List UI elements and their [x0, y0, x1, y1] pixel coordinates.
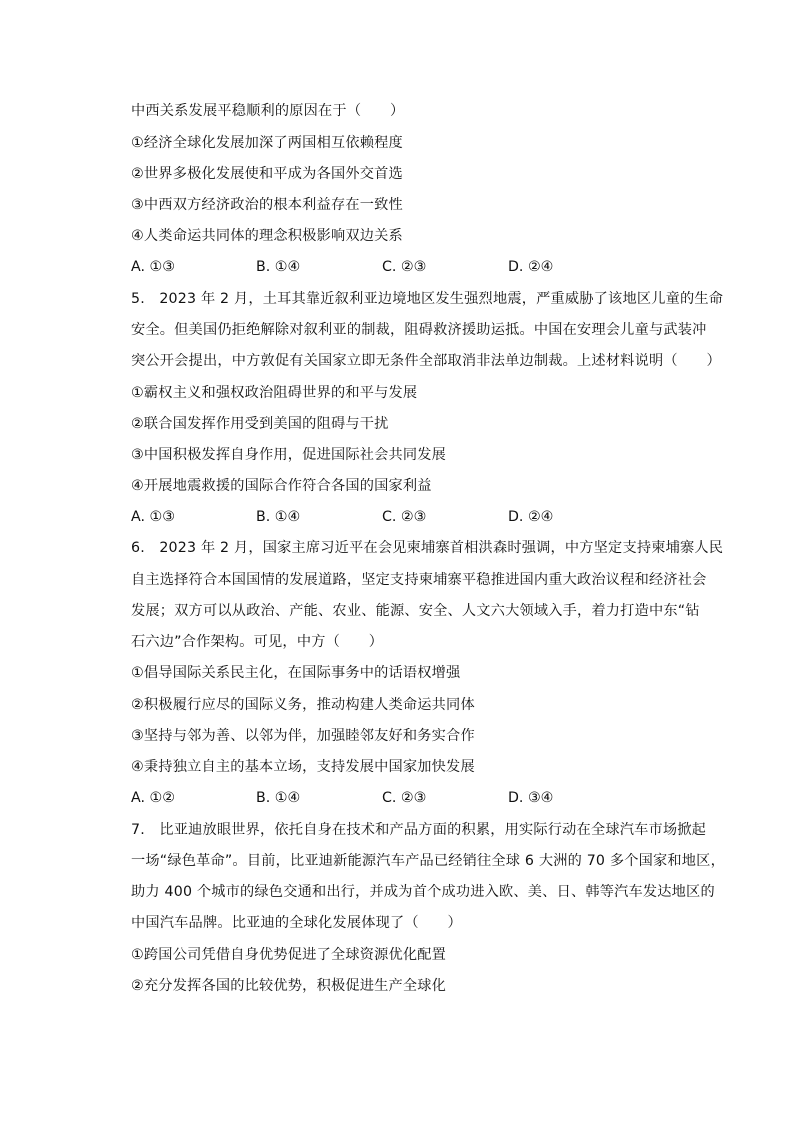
q7-item-2: ②充分发挥各国的比较优势，积极促进生产全球化: [131, 978, 447, 994]
q6-stem-line-4: 石六边”合作架构。可见，中方（ ）: [131, 634, 384, 650]
q7-stem-line-2: 一场“绿色革命”。目前，比亚迪新能源汽车产品已经销往全球 6 大洲的 70 多个国家和地区，: [131, 853, 725, 869]
q4-item-1: ①经济全球化发展加深了两国相互依赖程度: [131, 135, 403, 151]
q5-option-a: A. ①③: [131, 509, 175, 525]
q5-options: [131, 507, 691, 527]
q5-option-c: C. ②③: [382, 509, 427, 525]
q5-item-1: ①霸权主义和强权政治阻碍世界的和平与发展: [131, 385, 418, 401]
q6-option-c: C. ②③: [382, 790, 427, 806]
q6-item-1: ①倡导国际关系民主化，在国际事务中的话语权增强: [131, 665, 461, 681]
q4-option-c: C. ②③: [382, 259, 427, 275]
q4-item-2: ②世界多极化发展使和平成为各国外交首选: [131, 166, 403, 182]
q7-item-1: ①跨国公司凭借自身优势促进了全球资源优化配置: [131, 947, 447, 963]
q4-option-a: A. ①③: [131, 259, 175, 275]
q4-option-b: B. ①④: [256, 259, 301, 275]
q5-item-2: ②联合国发挥作用受到美国的阻碍与干扰: [131, 416, 389, 432]
q6-option-b: B. ①④: [256, 790, 301, 806]
q5-stem-line-2: 安全。但美国仍拒绝解除对叙利亚的制裁，阻碍救济援助运抵。中国在安理会儿童与武装冲: [131, 322, 707, 338]
q7-stem-line-4: 中国汽车品牌。比亚迪的全球化发展体现了（ ）: [131, 915, 462, 931]
q6-item-2: ②积极履行应尽的国际义务，推动构建人类命运共同体: [131, 697, 475, 713]
q6-stem-line-1: 6. 2023 年 2 月，国家主席习近平在会见柬埔寨首相洪森时强调，中方坚定支持柬埔寨人民: [131, 540, 724, 556]
q5-item-3: ③中国积极发挥自身作用，促进国际社会共同发展: [131, 447, 447, 463]
q6-options: [131, 788, 691, 808]
q5-item-4: ④开展地震救援的国际合作符合各国的国家利益: [131, 478, 432, 494]
q5-option-d: D. ②④: [508, 509, 554, 525]
q4-item-4: ④人类命运共同体的理念积极影响双边关系: [131, 228, 403, 244]
q7-stem-line-3: 助力 400 个城市的绿色交通和出行，并成为首个成功进入欧、美、日、韩等汽车发达地区的: [131, 884, 715, 900]
q6-item-4: ④秉持独立自主的基本立场，支持发展中国家加快发展: [131, 759, 475, 775]
q4-stem: 中西关系发展平稳顺利的原因在于（ ）: [131, 103, 405, 119]
q6-stem-line-2: 自主选择符合本国国情的发展道路，坚定支持柬埔寨平稳推进国内重大政治议程和经济社会: [131, 572, 707, 588]
q6-option-d: D. ③④: [508, 790, 554, 806]
q4-item-3: ③中西双方经济政治的根本利益存在一致性: [131, 197, 403, 213]
q4-option-d: D. ②④: [508, 259, 554, 275]
q4-options: [131, 257, 691, 277]
q6-stem-line-3: 发展；双方可以从政治、产能、农业、能源、安全、人文六大领域入手，着力打造中东“钻: [131, 603, 700, 619]
q5-stem-line-1: 5. 2023 年 2 月，土耳其靠近叙利亚边境地区发生强烈地震，严重威胁了该地区儿童的生命: [131, 291, 724, 307]
q5-stem-line-3: 突公开会提出，中方敦促有关国家立即无条件全部取消非法单边制裁。上述材料说明（ ）: [131, 353, 721, 369]
q7-stem-line-1: 7. 比亚迪放眼世界，依托自身在技术和产品方面的积累，用实际行动在全球汽车市场掀起: [131, 822, 707, 838]
q6-option-a: A. ①②: [131, 790, 175, 806]
q5-option-b: B. ①④: [256, 509, 301, 525]
q6-item-3: ③坚持与邻为善、以邻为伴，加强睦邻友好和务实合作: [131, 728, 475, 744]
